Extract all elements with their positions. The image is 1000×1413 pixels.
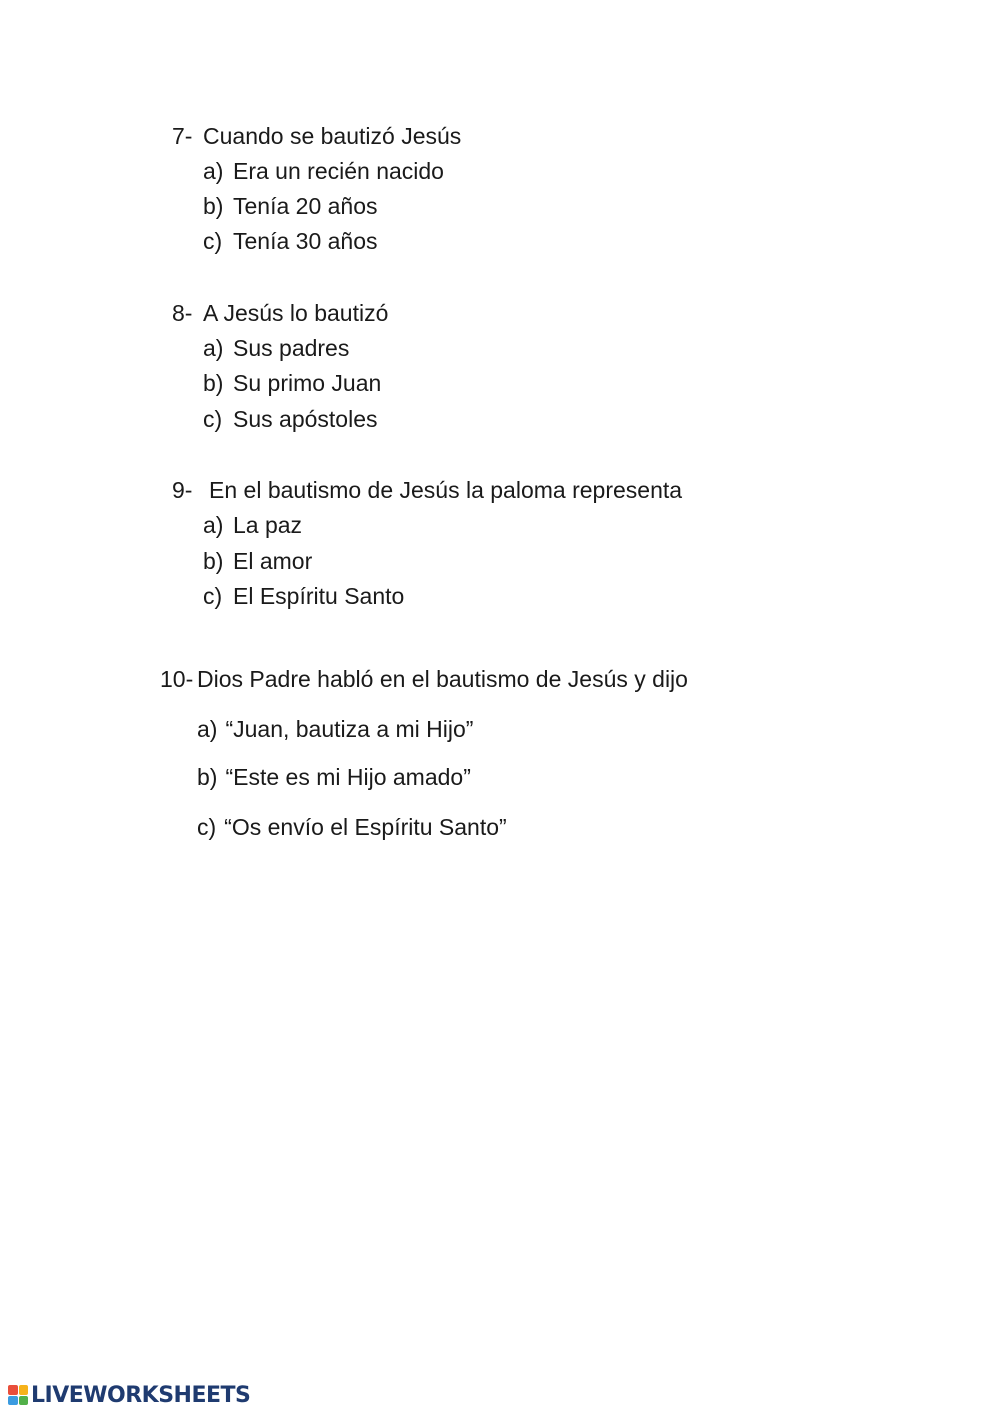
option-10c[interactable] (197, 812, 507, 842)
option-7a[interactable] (203, 156, 444, 186)
option-text: “Este es mi Hijo amado” (225, 764, 471, 790)
option-9a[interactable] (203, 510, 302, 540)
question-text: A Jesús lo bautizó (203, 300, 389, 326)
question-number: 7- (172, 123, 193, 149)
question-10 (160, 664, 688, 694)
option-letter: c) (203, 228, 223, 254)
option-text: El Espíritu Santo (233, 583, 405, 609)
option-8c[interactable] (203, 404, 377, 434)
logo-block-green (19, 1396, 29, 1406)
question-9 (172, 475, 682, 505)
option-text: Era un recién nacido (233, 158, 444, 184)
option-text: La paz (233, 512, 303, 538)
question-8 (172, 298, 388, 328)
option-letter: a) (203, 335, 224, 361)
option-text: “Juan, bautiza a mi Hijo” (225, 716, 474, 742)
option-text: Sus padres (233, 335, 350, 361)
option-letter: a) (203, 512, 224, 538)
option-letter: a) (197, 716, 218, 742)
question-text: Cuando se bautizó Jesús (203, 123, 462, 149)
option-text: El amor (233, 548, 313, 574)
logo-block-blue (8, 1396, 18, 1406)
question-7 (172, 121, 461, 151)
option-letter: b) (197, 764, 218, 790)
option-text: Sus apóstoles (233, 406, 378, 432)
option-letter: a) (203, 158, 224, 184)
option-10a[interactable] (197, 714, 473, 744)
logo-text: LIVEWORKSHEETS (31, 1382, 251, 1408)
option-letter: b) (203, 548, 224, 574)
option-text: “Os envío el Espíritu Santo” (224, 814, 507, 840)
option-text: Tenía 30 años (233, 228, 378, 254)
option-letter: b) (203, 193, 224, 219)
option-7c[interactable] (203, 226, 378, 256)
question-number: 9- (172, 477, 193, 503)
option-9b[interactable] (203, 546, 312, 576)
question-number: 10- (160, 666, 194, 692)
option-7b[interactable] (203, 191, 378, 221)
question-text: En el bautismo de Jesús la paloma representa (209, 477, 683, 503)
option-text: Tenía 20 años (233, 193, 378, 219)
option-letter: c) (203, 406, 223, 432)
option-letter: b) (203, 370, 224, 396)
option-9c[interactable] (203, 581, 404, 611)
option-letter: c) (203, 583, 223, 609)
option-10b[interactable] (197, 762, 471, 792)
question-number: 8- (172, 300, 193, 326)
logo-blocks-icon (8, 1385, 28, 1405)
logo-block-yellow (19, 1385, 29, 1395)
option-letter: c) (197, 814, 217, 840)
option-text: Su primo Juan (233, 370, 382, 396)
option-8a[interactable] (203, 333, 349, 363)
liveworksheets-logo (8, 1381, 250, 1409)
option-8b[interactable] (203, 368, 381, 398)
logo-block-red (8, 1385, 18, 1395)
question-text: Dios Padre habló en el bautismo de Jesús y dijo (197, 666, 688, 692)
